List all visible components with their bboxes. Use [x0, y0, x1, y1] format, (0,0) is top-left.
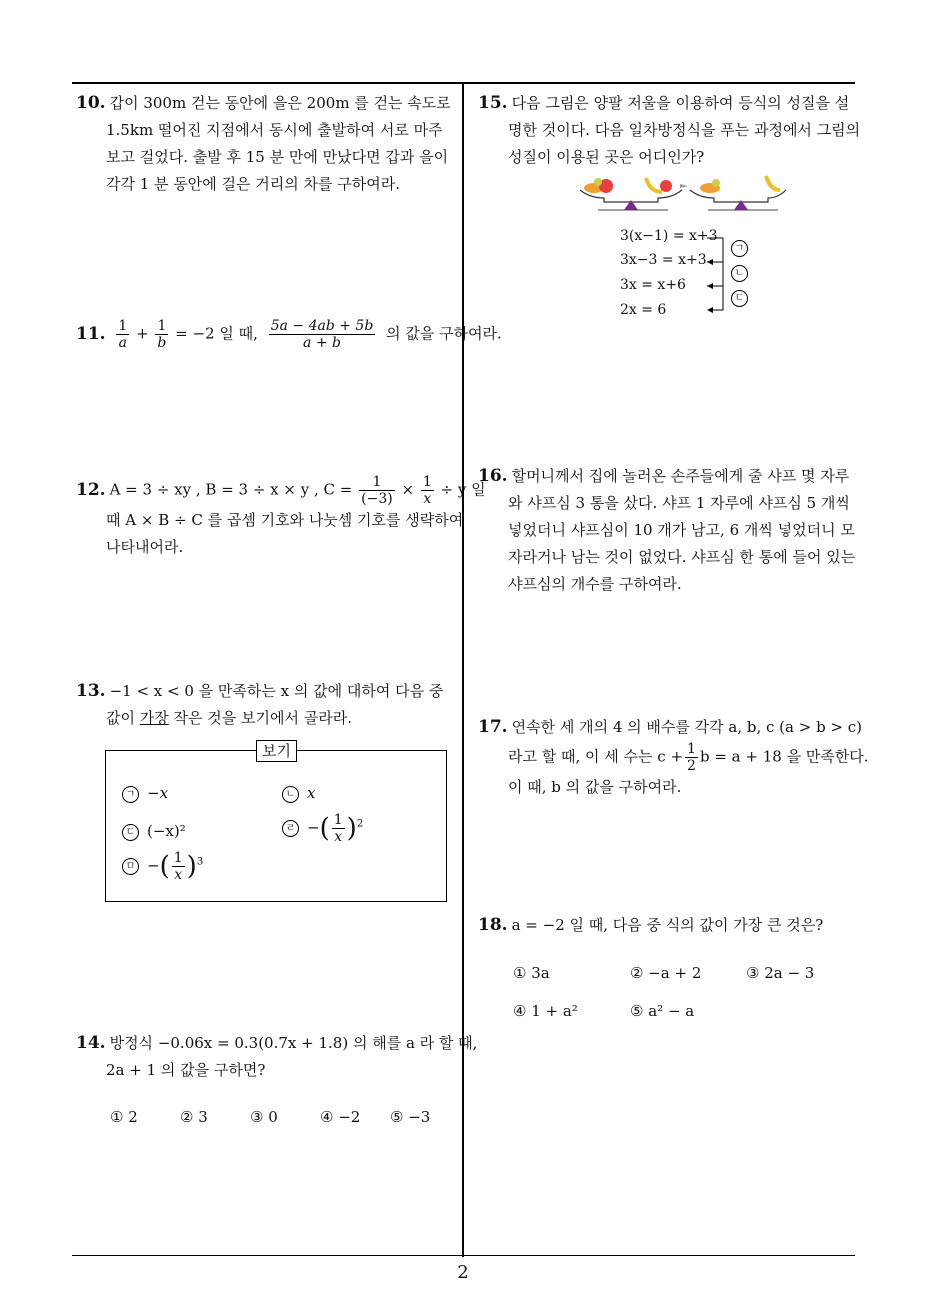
question-17: [478, 714, 869, 801]
numerator: 1: [422, 474, 432, 490]
balance-scale-illustration: [578, 172, 788, 214]
fraction: [359, 474, 395, 507]
paren: (: [319, 813, 330, 844]
denominator: b: [157, 335, 167, 351]
choice-mark: ㄹ: [282, 820, 299, 837]
fraction: [421, 474, 434, 507]
question-text: 성질이 이용된 곳은 어디인가?: [508, 148, 705, 166]
fraction: [269, 318, 376, 351]
choice-item: [122, 822, 186, 841]
step-mark: ㄷ: [731, 290, 748, 307]
choice-item: [122, 784, 168, 803]
question-13: [76, 678, 458, 732]
question-text: 때 A × B ÷ C 를 곱셈 기호와 나눗셈 기호를 생략하여: [106, 511, 464, 529]
denominator: x: [174, 867, 183, 883]
question-text: 각각 1 분 동안에 걸은 거리의 차를 구하여라.: [106, 175, 401, 193]
question-15: [478, 90, 863, 171]
question-text: 자라거나 남는 것이 없었다. 샤프심 한 통에 들어 있는: [508, 548, 856, 566]
fraction: [116, 318, 129, 351]
numerator: 5a − 4ab + 5b: [270, 318, 374, 334]
question-18: [478, 912, 863, 939]
answer-option[interactable]: ① 2: [110, 1108, 138, 1126]
fraction: [332, 812, 345, 845]
question-text: 갑이 300m 걷는 동안에 을은 200m 를 걷는 속도로: [109, 94, 451, 112]
answer-option[interactable]: ⑤ −3: [390, 1108, 431, 1126]
fraction: [155, 318, 168, 351]
numerator: 1: [118, 318, 128, 334]
column-divider: [462, 82, 464, 1257]
question-number: 10.: [76, 93, 106, 113]
choice-item: [122, 850, 203, 883]
question-number: 18.: [478, 915, 508, 935]
numerator: 1: [155, 318, 168, 335]
equation-step: 3x−3 = x+3: [620, 252, 707, 268]
question-text: 의 값을 구하여라.: [386, 324, 502, 343]
choice-item: [282, 812, 363, 845]
question-number: 14.: [76, 1033, 106, 1053]
question-text: 명한 것이다. 다음 일차방정식을 푸는 과정에서 그림의: [508, 121, 861, 139]
question-text: 다음 그림은 양팔 저울을 이용하여 등식의 성질을 설: [511, 94, 850, 112]
paren: ): [186, 851, 197, 882]
question-number: 12.: [76, 479, 106, 500]
denominator: x: [334, 829, 343, 845]
numerator: 1: [687, 741, 696, 757]
question-16: [478, 463, 863, 598]
question-number: 15.: [478, 93, 508, 113]
denominator: 2: [687, 758, 696, 774]
choice-text: (−x)²: [147, 822, 186, 840]
question-text: 연속한 세 개의 4 의 배수를 각각 a, b, c (a > b > c): [511, 718, 863, 736]
question-text: = −2 일 때,: [175, 324, 258, 343]
paren: ): [346, 813, 357, 844]
scale-left: [580, 178, 682, 210]
question-11: [76, 318, 502, 351]
question-text: −1 < x < 0 을 만족하는 x 의 값에 대하여 다음 중: [109, 682, 444, 700]
question-text: 값이: [106, 709, 140, 727]
answer-option[interactable]: ② 3: [180, 1108, 208, 1126]
question-text: 할머니께서 집에 놀러온 손주들에게 줄 샤프 몇 자루: [511, 467, 850, 485]
choice-mark: ㄷ: [122, 824, 139, 841]
fraction: [685, 741, 698, 774]
operator: +: [136, 324, 149, 343]
answer-option[interactable]: ② −a + 2: [630, 964, 702, 982]
choice-text: −x: [147, 784, 169, 802]
exponent: 2: [356, 818, 364, 830]
bottom-rule: [72, 1255, 855, 1256]
question-number: 16.: [478, 466, 508, 486]
equation-step: 2x = 6: [620, 302, 667, 318]
answer-option[interactable]: ③ 0: [250, 1108, 278, 1126]
exponent: 3: [196, 856, 204, 868]
numerator: 1: [173, 850, 183, 866]
question-10: [76, 90, 458, 198]
operator: ×: [401, 480, 415, 499]
fraction: [172, 850, 185, 883]
question-number: 13.: [76, 681, 106, 701]
scale-right: [690, 176, 786, 210]
choices-box-label: 보기: [256, 740, 297, 762]
denominator: x: [423, 491, 432, 507]
numerator: 1: [333, 812, 343, 828]
question-text: 1.5km 떨어진 지점에서 동시에 출발하여 서로 마주: [106, 121, 443, 139]
answer-option[interactable]: ① 3a: [513, 964, 550, 982]
question-text: 와 샤프심 3 통을 샀다. 샤프 1 자루에 샤프심 5 개씩: [508, 494, 850, 512]
answer-option[interactable]: ⑤ a² − a: [630, 1002, 695, 1020]
denominator: (−3): [361, 491, 393, 507]
question-text: 샤프심의 개수를 구하여라.: [508, 575, 682, 593]
question-text: 넣었더니 샤프심이 10 개가 남고, 6 개씩 넣었더니 모: [508, 521, 855, 539]
choice-item: [282, 784, 315, 803]
question-text: 나타내어라.: [106, 538, 184, 556]
paren: (: [159, 851, 170, 882]
answer-option[interactable]: ③ 2a − 3: [746, 964, 815, 982]
question-text: 라고 할 때, 이 세 수는 c +: [508, 747, 684, 766]
page-number: 2: [457, 1262, 469, 1283]
choice-text: −: [307, 818, 320, 837]
denominator: a + b: [303, 335, 341, 351]
answer-option[interactable]: ④ 1 + a²: [513, 1002, 578, 1020]
emphasis-text: 가장: [139, 709, 169, 727]
choice-text: x: [307, 784, 316, 802]
equation-step: 3x = x+6: [620, 277, 686, 293]
question-12: [76, 474, 486, 561]
choice-mark: ㄴ: [282, 786, 299, 803]
choice-text: −: [147, 856, 160, 875]
step-mark: ㄴ: [731, 265, 748, 282]
step-mark: ㄱ: [731, 240, 748, 257]
question-number: 17.: [478, 717, 508, 737]
choice-mark: ㅁ: [122, 858, 139, 875]
denominator: a: [118, 335, 127, 351]
question-text: 방정식 −0.06x = 0.3(0.7x + 1.8) 의 해를 a 라 할 때,: [109, 1034, 478, 1052]
question-text: 2a + 1 의 값을 구하면?: [106, 1061, 266, 1079]
choice-mark: ㄱ: [122, 786, 139, 803]
answer-option[interactable]: ④ −2: [320, 1108, 361, 1126]
question-number: 11.: [76, 323, 106, 344]
numerator: 1: [359, 474, 395, 491]
question-text: 보고 걸었다. 출발 후 15 분 만에 만났다면 갑과 을이: [106, 148, 449, 166]
question-14: [76, 1030, 478, 1084]
question-text: a = −2 일 때, 다음 중 식의 값이 가장 큰 것은?: [511, 916, 824, 934]
question-text: ÷ y 일: [440, 480, 486, 499]
question-text: b = a + 18 을 만족한다.: [699, 747, 869, 766]
question-text: A = 3 ÷ xy , B = 3 ÷ x × y , C =: [109, 480, 353, 499]
equation-step: 3(x−1) = x+3: [620, 228, 718, 244]
question-text: 이 때, b 의 값을 구하여라.: [508, 778, 682, 796]
question-text: 작은 것을 보기에서 골라라.: [168, 709, 352, 727]
arrow-icon: [680, 184, 688, 188]
